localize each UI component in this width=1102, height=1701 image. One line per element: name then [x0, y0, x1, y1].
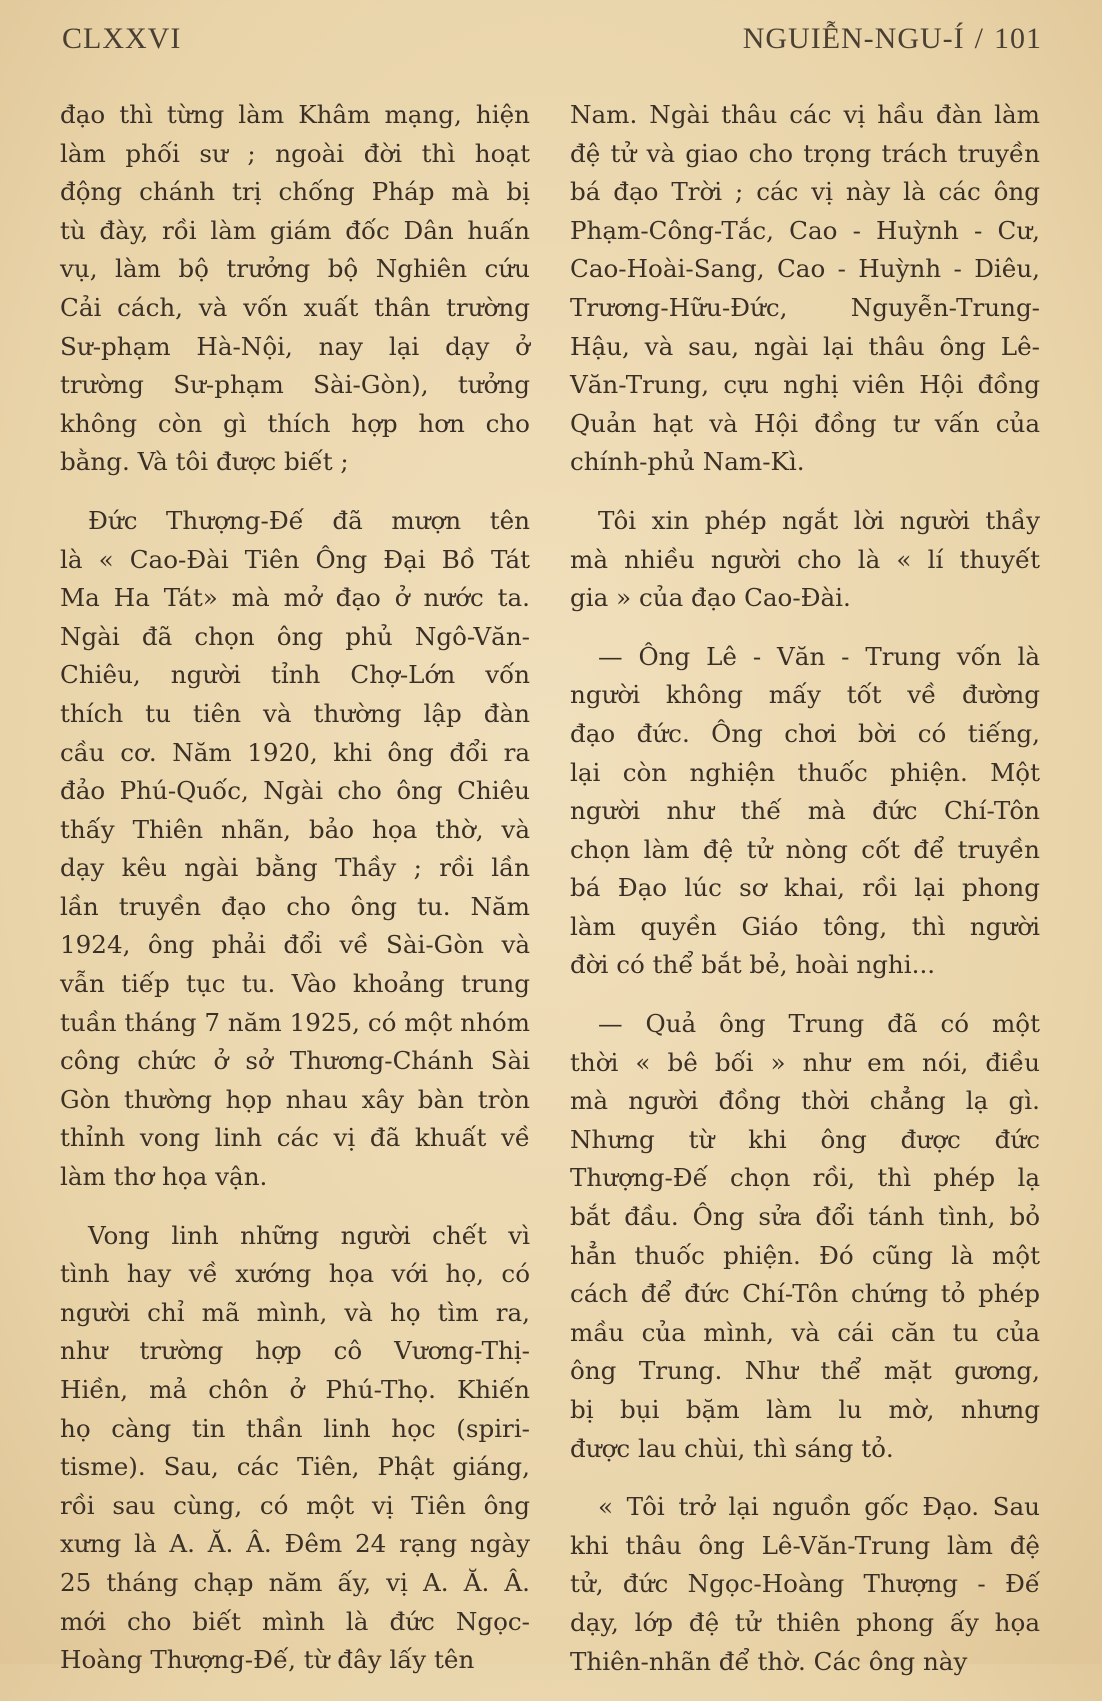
text-line: chính-phủ Nam-Kì. [570, 447, 805, 477]
text-line: mầu của mình, và cái căn tu của [570, 1317, 1040, 1347]
page-header [62, 22, 1042, 66]
section-number: CLXXVI [62, 22, 182, 55]
text-line: tử, đức Ngọc-Hoàng Thượng - Đế [570, 1569, 1040, 1599]
text-line: hẳn thuốc phiện. Đó cũng là một [570, 1240, 1040, 1270]
paragraph [60, 96, 530, 482]
text-line: là « Cao-Đài Tiên Ông Đại Bồ Tát [60, 544, 530, 574]
text-line: thỉnh vong linh các vị đã khuất về [60, 1123, 530, 1153]
text-line: « Tôi trở lại nguồn gốc Đạo. Sau [598, 1492, 1040, 1522]
left-column [60, 96, 530, 1700]
text-line: tình hay về xướng họa với họ, có [60, 1259, 530, 1289]
text-line: thấy Thiên nhãn, bảo họa thờ, và [60, 814, 530, 844]
text-line: cầu cơ. Năm 1920, khi ông đổi ra [60, 737, 530, 767]
text-line: dạy kêu ngài bằng Thầy ; rồi lần [60, 853, 530, 883]
text-line: công chức ở sở Thương-Chánh Sài [60, 1046, 530, 1076]
text-line: cách để đức Chí-Tôn chứng tỏ phép [570, 1279, 1040, 1309]
text-line: người như thế mà đức Chí-Tôn [570, 796, 1040, 826]
text-line: bá Đạo lúc sơ khai, rồi lại phong [570, 873, 1040, 903]
page-number: 101 [994, 22, 1042, 55]
text-line: trường Sư-phạm Sài-Gòn), tưởng [60, 370, 530, 400]
title-separator: / [974, 22, 984, 55]
text-line: — Ông Lê - Văn - Trung vốn là [598, 641, 1040, 671]
text-line: đạo thì từng làm Khâm mạng, hiện [60, 100, 530, 129]
text-line: Sư-phạm Hà-Nội, nay lại dạy ở [60, 331, 530, 361]
paragraph [60, 502, 530, 1197]
running-title [743, 22, 1042, 56]
text-line: Nam. Ngài thâu các vị hầu đàn làm [570, 100, 1040, 129]
text-line: vụ, làm bộ trưởng bộ Nghiên cứu [60, 254, 530, 284]
text-line: Văn-Trung, cựu nghị viên Hội đồng [570, 370, 1040, 400]
text-line: Quản hạt và Hội đồng tư vấn của [570, 408, 1040, 438]
text-line: lại còn nghiện thuốc phiện. Một [570, 757, 1040, 787]
text-line: đạo đức. Ông chơi bời có tiếng, [570, 718, 1040, 748]
text-line: họ càng tin thần linh học (spiri- [60, 1413, 530, 1443]
text-line: bị bụi bặm làm lu mờ, nhưng [570, 1395, 1040, 1424]
text-line: Tôi xin phép ngắt lời người thầy [598, 505, 1040, 535]
text-line: Thượng-Đế chọn rồi, thì phép lạ [570, 1163, 1040, 1193]
text-line: ông Trung. Như thể mặt gương, [570, 1356, 1040, 1386]
text-line: lần truyền đạo cho ông tu. Năm [60, 891, 530, 921]
text-line: người không mấy tốt về đường [570, 680, 1040, 710]
text-line: bá đạo Trời ; các vị này là các ông [570, 177, 1040, 207]
text-line: gia » của đạo Cao-Đài. [570, 583, 851, 613]
text-line: Đức Thượng-Đế đã mượn tên [88, 505, 530, 535]
text-line: Ma Ha Tát» mà mở đạo ở nước ta. [60, 583, 530, 613]
text-line: người chỉ mã mình, và họ tìm ra, [60, 1297, 530, 1327]
text-line: được lau chùi, thì sáng tỏ. [570, 1433, 894, 1463]
text-line: đảo Phú-Quốc, Ngài cho ông Chiêu [60, 776, 530, 806]
text-line: thời « bê bối » như em nói, điều [570, 1047, 1040, 1077]
text-line: xưng là A. Ă. Â. Đêm 24 rạng ngày [60, 1529, 530, 1559]
text-line: bắt đầu. Ông sửa đổi tánh tình, bỏ [570, 1202, 1040, 1232]
text-line: Hiền, mả chôn ở Phú-Thọ. Khiến [60, 1375, 530, 1404]
text-line: bằng. Và tôi được biết ; [60, 447, 349, 477]
text-line: tù đày, rồi làm giám đốc Dân huấn [60, 215, 530, 245]
text-line: mà người đồng thời chẳng lạ gì. [570, 1086, 1040, 1116]
text-line: Gòn thường họp nhau xây bàn tròn [60, 1084, 530, 1114]
text-line: Hoàng Thượng-Đế, từ đây lấy tên [60, 1645, 475, 1675]
text-line: Phạm-Công-Tắc, Cao - Huỳnh - Cư, [570, 215, 1040, 245]
text-line: khi thâu ông Lê-Văn-Trung làm đệ [570, 1530, 1040, 1560]
text-line: tisme). Sau, các Tiên, Phật giáng, [60, 1452, 530, 1482]
text-line: dạy, lớp đệ tử thiên phong ấy họa [570, 1607, 1040, 1637]
text-line: đời có thể bắt bẻ, hoài nghi... [570, 950, 936, 980]
text-line: làm phối sư ; ngoài đời thì hoạt [60, 138, 530, 168]
text-line: Ngài đã chọn ông phủ Ngô-Văn- [60, 621, 530, 651]
text-line: như trường hợp cô Vương-Thị- [60, 1336, 530, 1366]
text-line: — Quả ông Trung đã có một [598, 1009, 1040, 1039]
text-line: mà nhiều người cho là « lí thuyết [570, 544, 1040, 574]
text-line: Nhưng từ khi ông được đức [570, 1124, 1040, 1154]
paragraph [60, 1217, 530, 1680]
text-line: Thiên-nhãn để thờ. Các ông này [570, 1646, 968, 1676]
running-title-text: NGUIỄN-NGU-Í [742, 22, 965, 55]
paragraph [570, 638, 1040, 985]
text-line: động chánh trị chống Pháp mà bị [60, 177, 530, 207]
text-line: rồi sau cùng, có một vị Tiên ông [60, 1490, 530, 1520]
text-line: 1924, ông phải đổi về Sài-Gòn và [60, 930, 530, 960]
text-line: Vong linh những người chết vì [88, 1220, 530, 1250]
text-line: Trương-Hữu-Đức, Nguyễn-Trung- [570, 292, 1040, 322]
text-line: chọn làm đệ tử nòng cốt để truyền [570, 834, 1040, 864]
text-line: thích tu tiên và thường lập đàn [60, 698, 530, 728]
text-line: đệ tử và giao cho trọng trách truyền [570, 138, 1040, 168]
paragraph [570, 96, 1040, 482]
text-line: không còn gì thích hợp hơn cho [60, 408, 530, 438]
text-line: 25 tháng chạp năm ấy, vị A. Ă. Â. [60, 1567, 530, 1597]
text-line: mới cho biết mình là đức Ngọc- [60, 1606, 530, 1636]
text-line: vẫn tiếp tục tu. Vào khoảng trung [60, 969, 530, 999]
text-line: làm thơ họa vận. [60, 1162, 268, 1192]
paragraph [570, 1488, 1040, 1681]
text-line: Hậu, và sau, ngài lại thâu ông Lê- [570, 331, 1040, 361]
text-line: Cao-Hoài-Sang, Cao - Huỳnh - Diêu, [570, 254, 1040, 284]
paragraph [570, 502, 1040, 618]
right-column [570, 96, 1040, 1701]
text-line: Chiêu, người tỉnh Chợ-Lớn vốn [60, 660, 530, 690]
paragraph [570, 1005, 1040, 1468]
text-line: tuần tháng 7 năm 1925, có một nhóm [60, 1007, 530, 1037]
text-line: Cải cách, và vốn xuất thân trường [60, 292, 530, 322]
text-line: làm quyền Giáo tông, thì người [570, 911, 1040, 941]
